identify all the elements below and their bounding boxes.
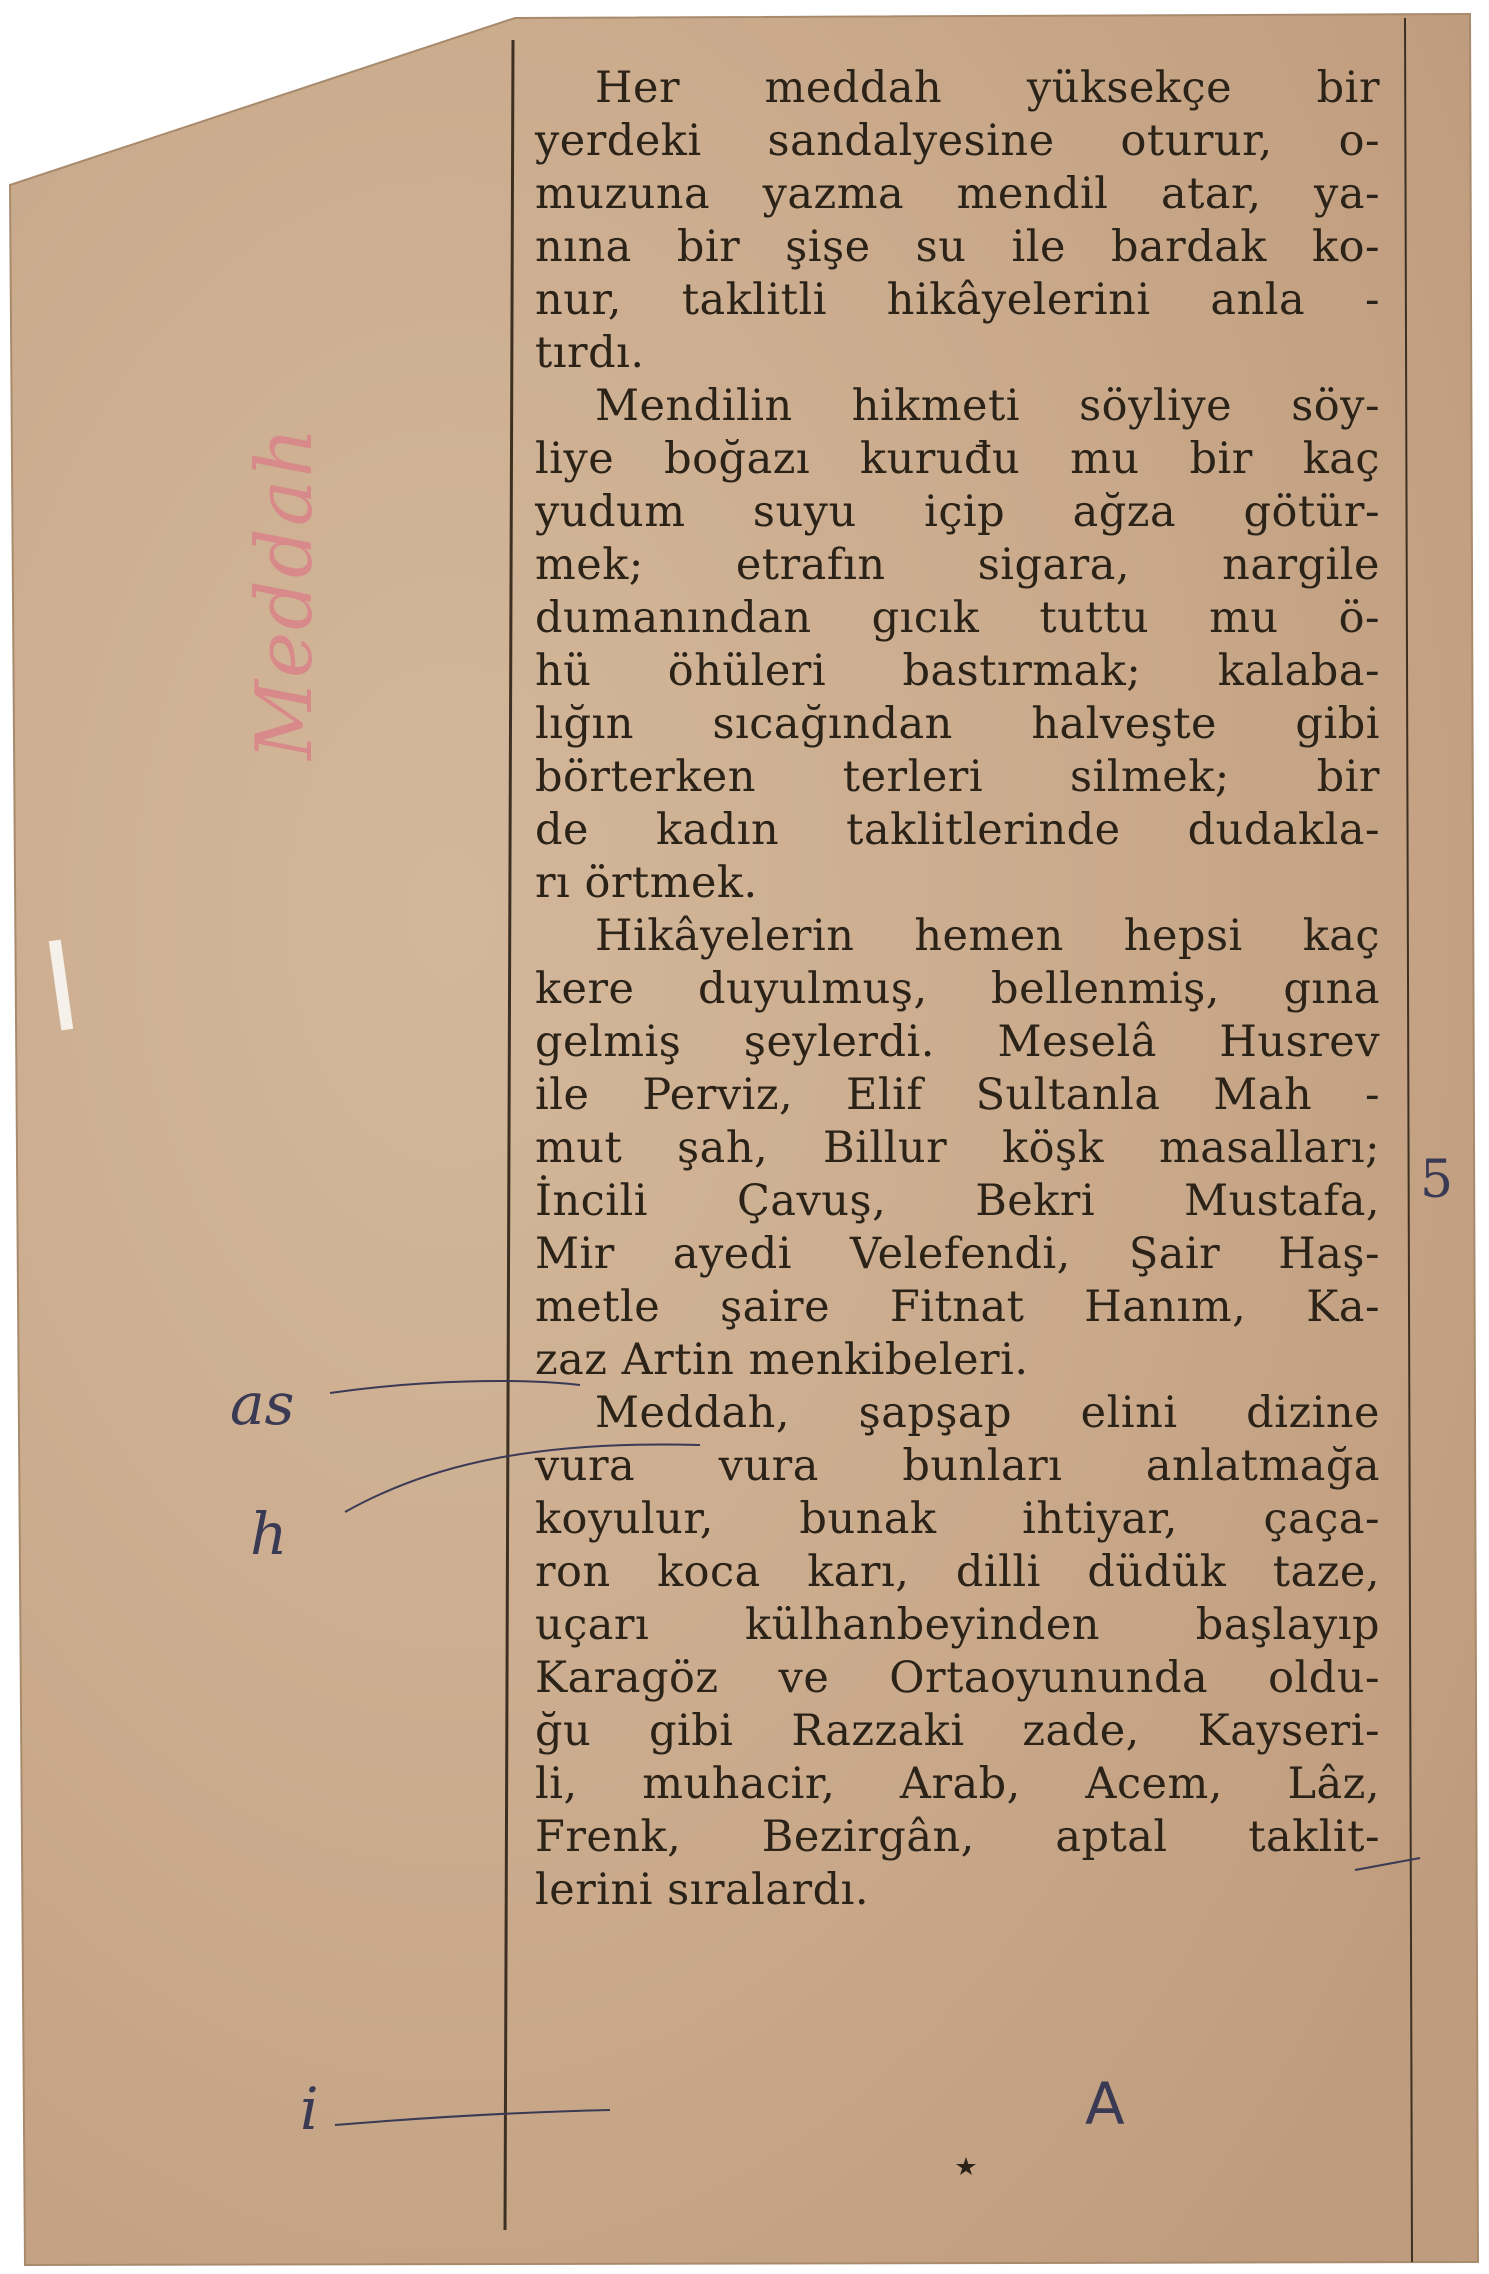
text-line: metle şaire Fitnat Hanım, Ka-	[535, 1282, 1380, 1332]
text-line: li, muhacir, Arab, Acem, Lâz,	[535, 1759, 1380, 1809]
text-line: tırdı.	[535, 328, 645, 378]
text-line: mek; etrafın sigara, nargile	[535, 540, 1380, 590]
text-line: Meddah, şapşap elini dizine	[595, 1388, 1380, 1438]
text-line: İncili Çavuş, Bekri Mustafa,	[535, 1176, 1380, 1226]
text-line: yerdeki sandalyesine oturur, o-	[535, 116, 1380, 166]
text-line: hü öhüleri bastırmak; kalaba-	[535, 646, 1380, 696]
text-line: gelmiş şeylerdi. Meselâ Husrev	[535, 1017, 1380, 1067]
paragraph-1	[535, 62, 1380, 380]
text-line: Hikâyelerin hemen hepsi kaç	[595, 911, 1380, 961]
article-column	[535, 62, 1380, 1917]
pencil-mark-A: A	[1085, 2070, 1125, 2138]
text-line: lığın sıcağından halveşte gibi	[535, 699, 1380, 749]
text-line: dumanından gıcık tuttu mu ö-	[535, 593, 1380, 643]
text-line: rı örtmek.	[535, 858, 758, 908]
text-line: kere duyulmuş, bellenmiş, gına	[535, 964, 1380, 1014]
text-line: ğu gibi Razzaki zade, Kayseri-	[535, 1706, 1380, 1756]
text-line: Karagöz ve Ortaoyununda oldu-	[535, 1653, 1380, 1703]
text-line: mut şah, Billur köşk masalları;	[535, 1123, 1380, 1173]
text-line: Mendilin hikmeti söyliye söy-	[595, 381, 1380, 431]
pencil-mark-as: as	[230, 1370, 295, 1438]
text-line: Mir ayedi Velefendi, Şair Haş-	[535, 1229, 1380, 1279]
text-line: muzuna yazma mendil atar, ya-	[535, 169, 1380, 219]
text-line: börterken terleri silmek; bir	[535, 752, 1380, 802]
margin-title-handwriting: Meddah	[240, 425, 330, 760]
text-line: liye boğazı kuruđu mu bir kaç	[535, 434, 1380, 484]
text-line: yudum suyu içip ağza götür-	[535, 487, 1380, 537]
text-line: uçarı külhanbeyinden başlayıp	[535, 1600, 1380, 1650]
paragraph-2	[535, 380, 1380, 910]
text-line: ile Perviz, Elif Sultanla Mah -	[535, 1070, 1380, 1120]
text-line: koyulur, bunak ihtiyar, çaça-	[535, 1494, 1380, 1544]
text-line: Her meddah yüksekçe bir	[595, 63, 1380, 113]
pencil-mark-i: i	[300, 2075, 319, 2143]
pencil-mark-h: h	[250, 1500, 288, 1568]
pencil-mark-5: 5	[1420, 1150, 1454, 1210]
text-line: zaz Artin menkibeleri.	[535, 1335, 1029, 1385]
text-line: Frenk, Bezirgân, aptal taklit-	[535, 1812, 1380, 1862]
text-line: nur, taklitli hikâyelerini anla -	[535, 275, 1380, 325]
text-line: lerini sıralardı.	[535, 1865, 870, 1915]
text-line: ron koca karı, dilli düdük taze,	[535, 1547, 1380, 1597]
text-line: de kadın taklitlerinde dudakla-	[535, 805, 1380, 855]
text-line: nına bir şişe su ile bardak ko-	[535, 222, 1380, 272]
paragraph-3	[535, 910, 1380, 1387]
text-line: vura vura bunları anlatmağa	[535, 1441, 1380, 1491]
paragraph-4	[535, 1387, 1380, 1917]
